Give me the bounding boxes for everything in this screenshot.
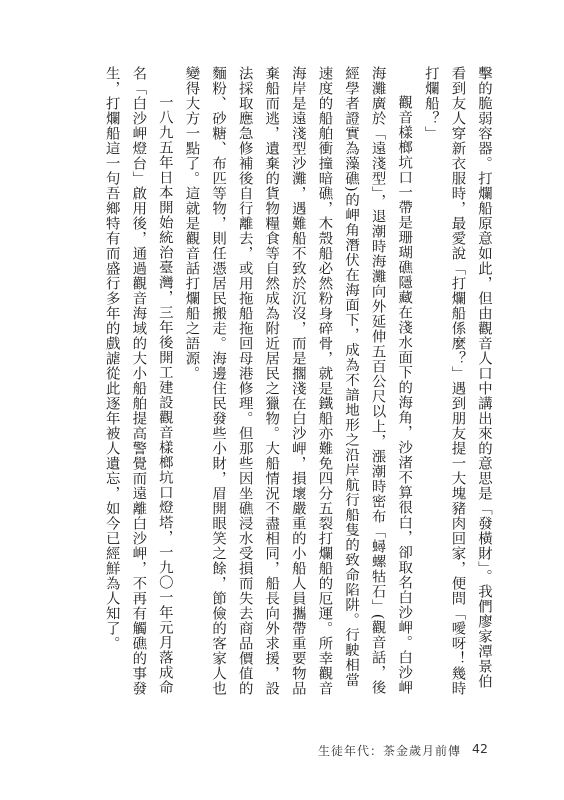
- paragraph-2: 觀音樣榔坑口一帶是珊瑚礁隱藏在淺水面下的海角，沙渚不算很白，卻取名白沙岬。白沙岬海灘廣於「遠淺型」，退潮時海灘向外延伸五百公尺以上，漲潮時密布「蟳螺牯石」(觀音話，後經學者證實為藻礁)的岬角潛伏在海面下，成為不諳地形之沿岸航行船隻的致命陷阱。行駛相當速度的船舶衝撞暗礁，木殼船必然粉身碎骨，就是鐵船亦難免四分五裂打爛船的厄運。所幸觀音海岸是遠淺型沙灘，遇難船不致於沉沒，而是擱淺在白沙岬，損壞嚴重的小船人員攜帶重要物品棄船而逃，遺棄的貨物糧食等自然成為附近居民之獵物。大船情況不盡相同，船長向外求援，設法採取應急修補後自行離去，或用拖船拖回母港修理。但那些因坐礁浸水受損而失去商品價值的麵粉、砂糖、布匹等物，則任憑居民搬走。海邊住民發些小財，眉開眼笑之餘，節儉的客家人也變得大方一點了。這就是觀音話打爛船之語源。: [183, 66, 413, 696]
- running-footer-title: 生徒年代：茶金歲月前傳: [318, 744, 462, 758]
- paragraph-1: 擊的脆弱容器。打爛船原意如此，但由觀音人口中講出來的意思是「發橫財」。我們廖家潭景伯看到友人穿新衣服時，最愛說「打爛船係麼？」遇到朋友提一大塊豬肉回家，便問「噯呀！幾時打爛船？」: [422, 66, 492, 696]
- page-number: 42: [472, 741, 488, 756]
- paragraph-3: 一八九五年日本開始統治臺灣，三年後開工建設觀音樣榔坑口燈塔，一九〇一年元月落成命名「白沙岬燈台」啟用後，通過觀音海域的大小船舶提高警覺而遠離白沙岬，不再有觸礁的事發生，打爛船這一句吾鄉特有而盛行多年的戲謔從此逐年被人遺忘，如今已經鮮為人知了。: [103, 66, 173, 696]
- vertical-text-body: [77, 66, 497, 698]
